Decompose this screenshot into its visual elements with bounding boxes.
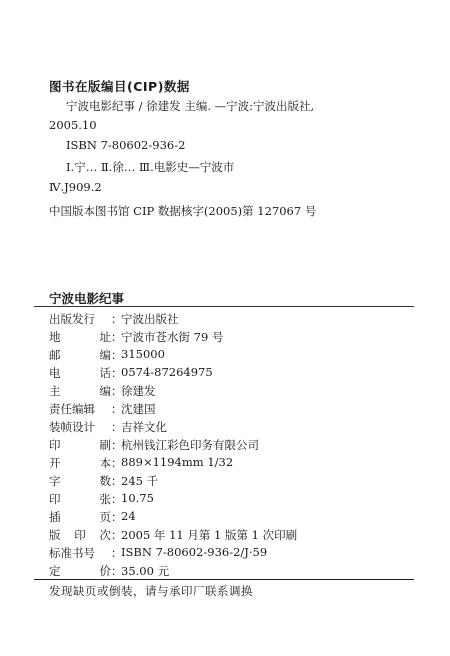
info-colon: ： <box>111 384 123 398</box>
info-label: 标 准 书 号 <box>49 546 95 560</box>
cip-line-1: 宁波电影纪事 / 徐建发 主编. —宁波:宁波出版社, <box>66 99 315 113</box>
cip-line-3: ISBN 7-80602-936-2 <box>66 138 186 152</box>
info-value: ISBN 7-80602-936-2/J·59 <box>121 545 268 559</box>
info-value: 10.75 <box>121 491 154 505</box>
footer-note: 发现缺页或倒装，请与承印厂联系调换 <box>49 584 253 598</box>
info-colon: ： <box>111 474 123 488</box>
info-colon: ： <box>111 312 123 326</box>
info-label: 地 址 <box>49 330 111 344</box>
info-label: 定 价 <box>49 564 111 578</box>
info-value: 宁波出版社 <box>121 312 179 326</box>
info-label: 开 本 <box>49 456 111 470</box>
book-title: 宁波电影纪事 <box>49 291 125 306</box>
info-value: 889×1194mm 1/32 <box>121 455 234 469</box>
cip-line-4: Ⅰ.宁… Ⅱ.徐… Ⅲ.电影史—宁波市 <box>66 160 235 174</box>
info-label: 责 任 编 辑 <box>49 402 95 416</box>
cip-line-2: 2005.10 <box>49 118 97 132</box>
info-label: 邮 编 <box>49 348 111 362</box>
info-colon: ： <box>111 546 123 560</box>
info-value: 徐建发 <box>121 384 156 398</box>
cip-line-5: Ⅳ.J909.2 <box>49 180 102 194</box>
info-value: 沈建国 <box>121 402 156 416</box>
info-colon: ： <box>111 564 123 578</box>
info-colon: ： <box>111 456 123 470</box>
info-value: 35.00 元 <box>121 564 170 578</box>
info-colon: ： <box>111 510 123 524</box>
info-value: 吉祥文化 <box>121 420 167 434</box>
info-value: 2005 年 11 月第 1 版第 1 次印刷 <box>121 528 298 542</box>
info-label: 字 数 <box>49 474 111 488</box>
info-label: 版 印 次 <box>49 528 111 542</box>
info-colon: ： <box>111 366 123 380</box>
info-label: 印 张 <box>49 492 111 506</box>
info-value: 245 千 <box>121 474 159 488</box>
info-colon: ： <box>111 348 123 362</box>
info-colon: ： <box>111 528 123 542</box>
info-colon: ： <box>111 330 123 344</box>
info-value: 24 <box>121 509 136 523</box>
info-label: 装 帧 设 计 <box>49 420 95 434</box>
footer-rule <box>34 579 414 580</box>
info-colon: ： <box>111 420 123 434</box>
info-value: 宁波市苍水街 79 号 <box>121 330 224 344</box>
info-value: 杭州钱江彩色印务有限公司 <box>121 438 259 452</box>
info-colon: ： <box>111 492 123 506</box>
cip-data-number: 中国版本图书馆 CIP 数据核字(2005)第 127067 号 <box>49 204 317 218</box>
info-label: 出 版 发 行 <box>49 312 95 326</box>
info-label: 印 刷 <box>49 438 111 452</box>
info-label: 电 话 <box>49 366 111 380</box>
info-label: 主 编 <box>49 384 111 398</box>
info-colon: ： <box>111 402 123 416</box>
cip-heading: 图书在版编目(CIP)数据 <box>49 79 190 94</box>
info-value: 315000 <box>121 347 165 361</box>
info-label: 插 页 <box>49 510 111 524</box>
title-rule <box>34 306 414 307</box>
info-colon: ： <box>111 438 123 452</box>
info-value: 0574-87264975 <box>121 365 213 379</box>
